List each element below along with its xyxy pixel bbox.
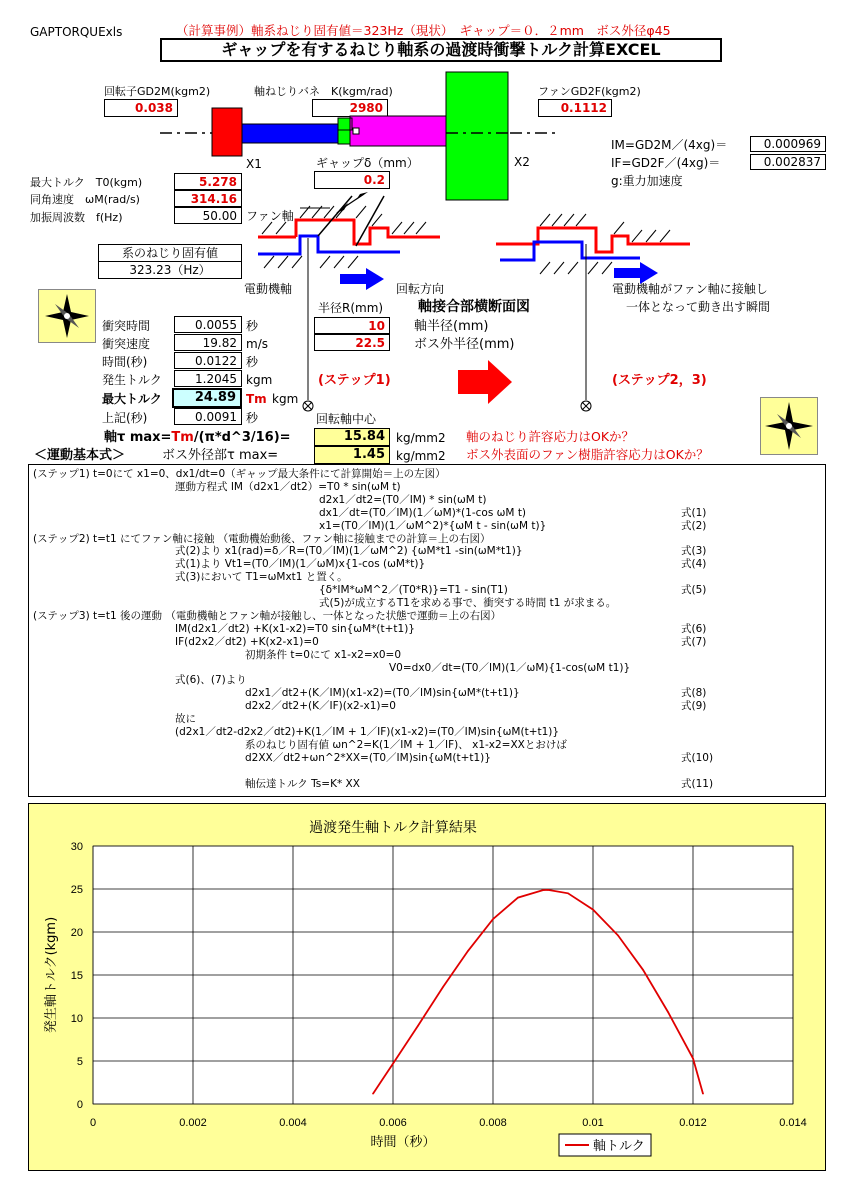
y-axis-label: 発生軸トルク(kgm) [44, 916, 59, 1034]
rotor-gd2-value[interactable]: 0.038 [104, 99, 178, 117]
y-tick-label: 15 [70, 970, 83, 982]
boss-stress-label: ボス外径部τ max= [162, 448, 279, 463]
result-unit: 秒 [246, 319, 259, 333]
x-tick-label: 0.012 [679, 1117, 707, 1129]
equation-number: 式(2) [681, 519, 707, 532]
shaft-radius-label: 軸半径(mm) [414, 319, 489, 334]
equation-line: IM(d2x1／dt2) +K(x1-x2)=T0 sin{ωM*(t+t1)} [175, 622, 415, 635]
equation-line: (ステップ2) t=t1 にてファン軸に接触 （電動機始動後、ファン軸に接触までの計算＝上の右図） [33, 532, 491, 545]
equation-number: 式(7) [681, 635, 707, 648]
spring-value[interactable]: 2980 [312, 99, 388, 117]
equation-line: 系のねじり固有値 ωn^2=K(1／IM + 1／IF)、 x1-x2=XXとおけば [245, 738, 567, 751]
compass-icon [760, 397, 818, 455]
torque-chart [29, 804, 825, 1170]
result-value: 1.2045 [174, 370, 242, 387]
page-title: ギャップを有するねじり軸系の過渡時衝撃トルク計算EXCEL [160, 38, 722, 62]
boss-radius-value[interactable]: 22.5 [314, 334, 390, 351]
data-point [692, 1058, 694, 1060]
max-torque-value: 24.89 [172, 388, 242, 408]
equation-line: 故に [175, 713, 196, 726]
data-point [392, 1063, 394, 1065]
above-time-label: 上記(秒) [102, 411, 148, 425]
equation-line: 式(6)、(7)より [175, 674, 247, 687]
gap-value[interactable]: 0.2 [314, 171, 390, 189]
equation-line: 運動方程式 IM（d2x1／dt2）=T0 * sin(ωM t) [175, 480, 401, 493]
data-point [642, 969, 644, 971]
x-tick-label: 0.004 [279, 1117, 307, 1129]
max-torque-unit: kgm [272, 392, 299, 406]
x1-label: X1 [246, 157, 262, 171]
result-label: 発生トルク [102, 373, 162, 387]
shaft-stress-unit: kg/mm2 [396, 431, 446, 445]
chart-panel [28, 803, 826, 1171]
rotor-gd2-label: 回転子GD2M(kgm2) [104, 85, 211, 98]
equation-number: 式(10) [681, 751, 714, 764]
above-time-unit: 秒 [246, 411, 259, 425]
y-tick-label: 25 [70, 884, 83, 896]
motor-shaft-label: 電動機軸 [244, 282, 293, 296]
formula-part: /(π*d^3/16)= [193, 430, 291, 445]
equation-line: dx1／dt=(T0／IM)(1／ωM)*(1-cos ωM t) [319, 506, 527, 519]
x-tick-label: 0.014 [779, 1117, 807, 1129]
data-point [542, 889, 544, 891]
formula-tm: Tm [171, 430, 194, 445]
step1-label: (ステップ1) [318, 373, 391, 388]
equation-line: (ステップ3) t=t1 後の運動 （電動機軸とファン軸が接触し、一体となった状態で運動＝上の右図） [33, 609, 502, 622]
max-torque-label: 最大トルク [102, 392, 162, 406]
contact-note-1: 電動機軸がファン軸に接触し [612, 282, 768, 296]
if-value: 0.002837 [750, 154, 826, 170]
equation-line: (ステップ1) t=0にて x1=0、dx1/dt=0（ギャップ最大条件にて計算開始＝上の左図） [33, 468, 446, 480]
x-tick-label: 0.006 [379, 1117, 407, 1129]
data-point [517, 897, 519, 899]
shaft-stress-note: 軸のねじり許容応力はOKか？ [466, 429, 635, 444]
spring-label: 軸ねじりバネ K(kgm/rad) [254, 85, 393, 98]
tm-symbol: Tm [246, 392, 267, 406]
im-value: 0.000969 [750, 136, 826, 152]
file-name: GAPTORQUExls [30, 25, 123, 39]
equation-line: {δ*IM*ωM^2／(T0*R)}=T1 - sin(T1) [319, 584, 508, 597]
result-label: 衝突速度 [102, 337, 151, 351]
result-unit: 秒 [246, 355, 259, 369]
shaft-radius-value[interactable]: 10 [314, 317, 390, 334]
cross-section-title: 軸接合部横断面図 [418, 299, 530, 315]
x-tick-label: 0 [89, 1117, 97, 1129]
data-point [492, 918, 494, 920]
shaft-stress-formula [104, 431, 291, 444]
equation-line: 軸伝達トルク Ts=K* XX [245, 777, 360, 790]
y-tick-label: 20 [70, 927, 83, 939]
boss-stress-note: ボス外表面のファン樹脂許容応力はOKか？ [466, 447, 709, 462]
boss-stress-unit: kg/mm2 [396, 449, 446, 463]
equation-number: 式(3) [681, 545, 707, 558]
equation-line: (d2x1／dt2-d2x2／dt2)+K(1／IM + 1／IF)(x1-x2)=(T0／IM)sin{ωM(t+t1)} [175, 726, 560, 738]
step23-label: (ステップ2，3) [612, 373, 707, 388]
above-time-value: 0.0091 [174, 408, 242, 425]
rotation-center-label: 回転軸中心 [316, 412, 377, 426]
if-label: IF=GD2F／(4xg)＝ [611, 156, 721, 170]
data-point [467, 950, 469, 952]
x-tick-label: 0.002 [179, 1117, 207, 1129]
data-point [667, 1011, 669, 1013]
chart-title: 過渡発生軸トルク計算結果 [309, 820, 477, 836]
shaft-stress-value: 15.84 [314, 428, 390, 446]
boss-stress-value: 1.45 [314, 446, 390, 464]
result-unit: m/s [246, 337, 268, 351]
x-tick-label: 0.008 [479, 1117, 507, 1129]
data-point [547, 889, 549, 891]
fan-gd2-value[interactable]: 0.1112 [538, 99, 612, 117]
equation-number: 式(8) [681, 687, 707, 700]
equation-line: V0=dx0／dt=(T0／IM)(1／ωM){1-cos(ωM t1)} [389, 661, 631, 674]
data-point [567, 893, 569, 895]
natfreq-value: 323.23（Hz） [98, 261, 242, 279]
result-label: 衝突時間 [102, 319, 151, 333]
gap-label: ギャップδ（mm） [316, 156, 419, 170]
basic-equation-heading: ＜運動基本式＞ [34, 448, 126, 463]
result-value: 19.82 [174, 334, 242, 351]
data-point [442, 986, 444, 988]
radius-label: 半径R(mm) [318, 301, 384, 315]
result-value: 0.0122 [174, 352, 242, 369]
im-label: IM=GD2M／(4xg)＝ [611, 138, 728, 152]
equation-line: IF(d2x2／dt2) +K(x2-x1)=0 [175, 635, 319, 648]
equation-line: x1=(T0／IM)(1／ωM^2)*{ωM t - sin(ωM t)} [319, 519, 547, 532]
x-tick-label: 0.01 [582, 1117, 604, 1129]
x2-label: X2 [514, 155, 530, 169]
legend-label: 軸トルク [593, 1139, 645, 1154]
contact-note-2: 一体となって動き出す瞬間 [626, 300, 771, 314]
y-tick-label: 0 [76, 1099, 83, 1111]
max-torque-t0-label: 最大トルク T0(kgm) [30, 176, 143, 189]
equation-line: d2x1／dt2+(K／IM)(x1-x2)=(T0／IM)sin{ωM*(t+t1)} [245, 687, 520, 700]
case-note: （計算事例）軸系ねじり固有値＝323Hz（現状） ギャップ＝０．２mm ボス外径φ45 [176, 23, 671, 38]
equation-line: 式(1)より Vt1=(T0／IM)(1／ωM)x{1-cos (ωM*t)} [175, 558, 426, 571]
equation-line: 式(5)が成立するT1を求める事で、衝突する時間 t1 が求まる。 [319, 597, 617, 609]
cross-section-step23 [496, 228, 690, 260]
equation-line: 式(2)より x1(rad)=δ／R=(T0／IM)(1／ωM^2) {ωM*t1 -sin(ωM*t1)} [175, 545, 523, 558]
equation-line: d2x1／dt2=(T0／IM) * sin(ωM t) [319, 493, 487, 506]
formula-part: 軸τ max= [104, 430, 172, 445]
equation-number: 式(11) [681, 777, 714, 790]
freq-label: 加振周波数 f(Hz) [30, 211, 123, 224]
equation-number: 式(1) [681, 506, 707, 519]
equation-number: 式(5) [681, 584, 707, 597]
natfreq-label: 系のねじり固有値 [98, 244, 242, 262]
y-tick-label: 30 [70, 841, 83, 853]
equation-line: d2x2／dt2+(K／IF)(x2-x1)=0 [245, 700, 396, 713]
result-label: 時間(秒) [102, 355, 148, 369]
fan-gd2-label: ファンGD2F(kgm2) [538, 85, 641, 98]
y-tick-label: 10 [70, 1013, 83, 1025]
data-point [702, 1093, 704, 1095]
rotation-direction-label: 回転方向 [396, 282, 445, 296]
equation-line: d2XX／dt2+ωn^2*XX=(T0／IM)sin{ωM(t+t1)} [245, 751, 491, 764]
equation-line: 式(3)において T1=ωMxt1 と置く。 [175, 571, 348, 584]
freq-value[interactable]: 50.00 [174, 207, 242, 224]
equation-line: 初期条件 t=0にて x1-x2=x0=0 [245, 648, 402, 661]
data-point [372, 1093, 374, 1095]
ang-vel-label: 同角速度 ωM(rad/s) [30, 193, 140, 206]
boss-radius-label: ボス外半径(mm) [414, 337, 515, 352]
y-tick-label: 5 [76, 1056, 83, 1068]
gravity-note: g:重力加速度 [611, 174, 683, 188]
equation-number: 式(4) [681, 558, 707, 571]
data-point [617, 935, 619, 937]
fan-shaft-label: ファン軸 [246, 209, 294, 223]
equation-number: 式(9) [681, 700, 707, 713]
max-torque-t0-value[interactable]: 5.278 [174, 173, 242, 190]
equations-panel [28, 464, 826, 797]
x-axis-label: 時間（秒） [370, 1135, 436, 1150]
data-point [592, 909, 594, 911]
result-value: 0.0055 [174, 316, 242, 333]
compass-icon [38, 289, 96, 343]
data-point [417, 1025, 419, 1027]
equation-number: 式(6) [681, 622, 707, 635]
ang-vel-value: 314.16 [174, 190, 242, 207]
result-unit: kgm [246, 373, 273, 387]
